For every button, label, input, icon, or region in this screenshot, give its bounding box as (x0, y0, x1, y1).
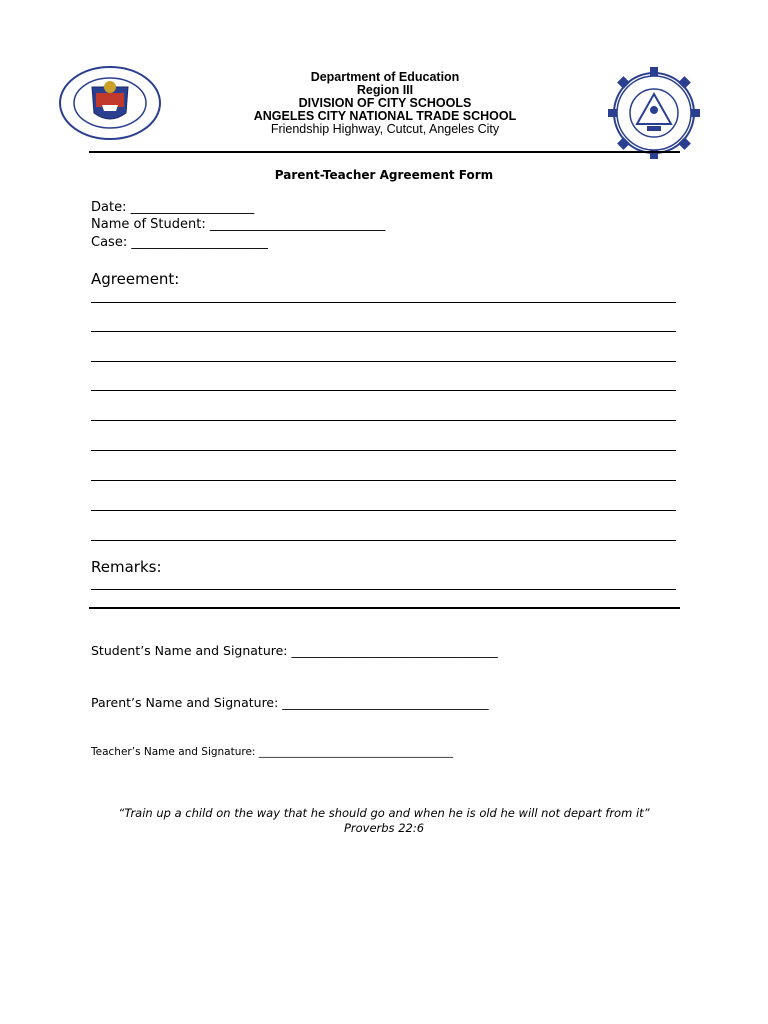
school-header (220, 71, 550, 136)
agreement-line[interactable] (91, 331, 676, 332)
agreement-line[interactable] (91, 540, 676, 541)
school-name: ANGELES CITY NATIONAL TRADE SCHOOL (253, 109, 517, 123)
remarks-heading: Remarks: (91, 558, 162, 576)
remarks-line[interactable] (91, 589, 676, 590)
school-gear-logo (607, 66, 701, 160)
parent-signature-field[interactable]: Parent’s Name and Signature: _________________________________ (91, 695, 489, 710)
agreement-line[interactable] (91, 510, 676, 511)
agreement-line[interactable] (91, 480, 676, 481)
case-field[interactable]: Case: _____________________ (91, 235, 268, 250)
agreement-line[interactable] (91, 302, 676, 303)
form-title: Parent-Teacher Agreement Form (274, 168, 494, 182)
student-signature-field[interactable]: Student’s Name and Signature: _________________________________ (91, 643, 498, 658)
bible-quote (0, 806, 768, 836)
deped-seal-logo (58, 65, 162, 141)
header-divider (89, 151, 680, 153)
agreement-line[interactable] (91, 450, 676, 451)
date-field[interactable]: Date: ___________________ (91, 200, 255, 215)
quote-citation: Proverbs 22:6 (343, 821, 425, 835)
division-name: DIVISION OF CITY SCHOOLS (298, 96, 472, 110)
agreement-line[interactable] (91, 361, 676, 362)
remarks-divider (89, 607, 680, 609)
department-name: Department of Education (310, 70, 460, 84)
region-name: Region III (356, 83, 414, 97)
teacher-signature-field[interactable]: Teacher’s Name and Signature: _____________________________________ (91, 746, 454, 758)
agreement-line[interactable] (91, 390, 676, 391)
quote-text: “Train up a child on the way that he should go and when he is old he will not depart from it” (118, 806, 650, 820)
agreement-heading: Agreement: (91, 270, 180, 288)
agreement-line[interactable] (91, 420, 676, 421)
student-name-field[interactable]: Name of Student: ___________________________ (91, 217, 386, 232)
school-address: Friendship Highway, Cutcut, Angeles City (270, 122, 500, 136)
